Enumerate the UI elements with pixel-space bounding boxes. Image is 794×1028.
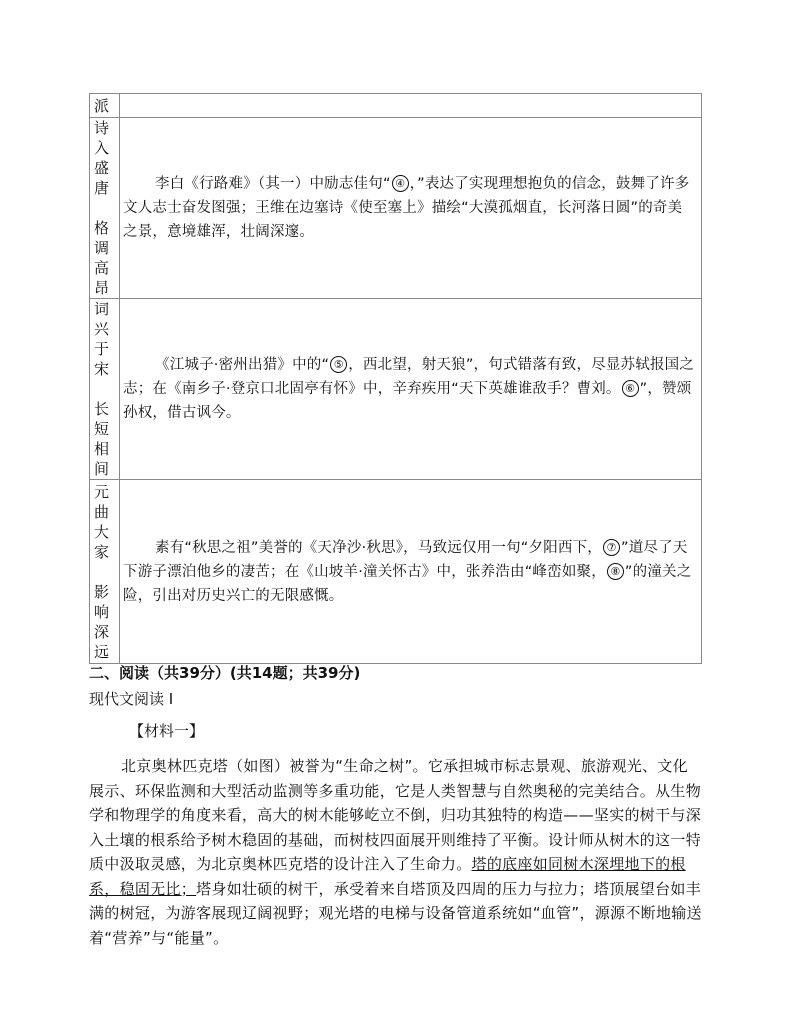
side-label: 诗入盛唐 格调高昂 — [94, 119, 110, 297]
cell-content — [120, 172, 701, 244]
table-row — [90, 118, 702, 299]
side-label: 派 — [94, 96, 110, 115]
blank-number-5: ⑤ — [330, 356, 347, 373]
table-content-cell — [120, 299, 702, 480]
table-row — [90, 480, 702, 664]
reading-paragraph — [89, 754, 702, 950]
table-content-cell — [120, 94, 702, 118]
underlined-text: 塔的底座如同树木深埋地下的根系，稳固无比； — [89, 855, 686, 898]
table-side-cell — [90, 299, 120, 480]
text-segment: ”的潼关之险，引出对历史兴亡的无限感慨。 — [123, 563, 692, 604]
table-content-cell — [120, 118, 702, 299]
material-label: 【材料一】 — [129, 722, 205, 740]
text-segment: 素有“秋思之祖”美誉的《天净沙·秋思》，马致远仅用一句“夕阳西下， — [155, 539, 602, 556]
cell-content — [120, 536, 701, 608]
poetry-table — [89, 93, 702, 664]
table-side-cell — [90, 118, 120, 299]
blank-number-4: ④ — [392, 175, 409, 192]
blank-number-7: ⑦ — [603, 539, 620, 556]
side-label: 词兴于宋 长短相间 — [94, 300, 110, 478]
paragraph-text: 北京奥林匹克塔（如图）被誉为“生命之树”。它承担城市标志景观、旅游观光、文化展示、环保监测和大型活动监测等多重功能，它是人类智慧与自然奥秘的完美结合。从生物学和物理学的角度来看，高大的树木能够屹立不倒，归功其独特的构造——坚实的树干与深入土壤的根系给予树木稳固的基础，而树枝四面展开则维持了平衡。设计师从树木的这一特质中汲取灵感，为北京奥林匹克塔的设计注入了生命力。 — [89, 757, 702, 873]
section-title: 二、阅读（共39分）(共14题；共39分) — [89, 664, 361, 682]
cell-content — [120, 353, 701, 425]
table-side-cell — [90, 94, 120, 118]
table-content-cell — [120, 480, 702, 664]
text-segment: 李白《行路难》（其一）中励志佳句“ — [155, 176, 391, 192]
text-segment: 《江城子·密州出猎》中的“ — [155, 357, 330, 373]
table-row — [90, 94, 702, 118]
side-label: 元曲大家 影响深远 — [94, 482, 110, 661]
subtitle: 现代文阅读 I — [89, 690, 174, 708]
text-segment: ”道尽了天下游子漂泊他乡的凄苦；在《山坡羊·潼关怀古》中，张养浩由“峰峦如聚， — [123, 539, 688, 580]
paragraph-text: 塔身如壮硕的树干，承受着来自塔顶及四周的压力与拉力；塔顶展望台如丰满的树冠，为游客展现辽阔视野；观光塔的电梯与设备管道系统如“血管”，源源不断地输送着“营养”与“能量”。 — [89, 879, 702, 947]
text-segment: ”，赞颂孙权，借古讽今。 — [123, 381, 692, 421]
text-segment: ，西北望，射天狼”，句式错落有致，尽显苏轼报国之志；在《南乡子·登京口北固亭有怀》中，辛弃疾用“天下英雄谁敌手？曹刘。 — [123, 357, 695, 397]
blank-number-8: ⑧ — [607, 563, 624, 580]
blank-number-6: ⑥ — [622, 380, 639, 397]
table-side-cell — [90, 480, 120, 664]
table-row — [90, 299, 702, 480]
text-segment: ，”表达了实现理想抱负的信念，鼓舞了许多文人志士奋发图强；王维在边塞诗《使至塞上》描绘“大漠孤烟直，长河落日圆”的奇美之景，意境雄浑，壮阔深邃。 — [123, 176, 690, 240]
